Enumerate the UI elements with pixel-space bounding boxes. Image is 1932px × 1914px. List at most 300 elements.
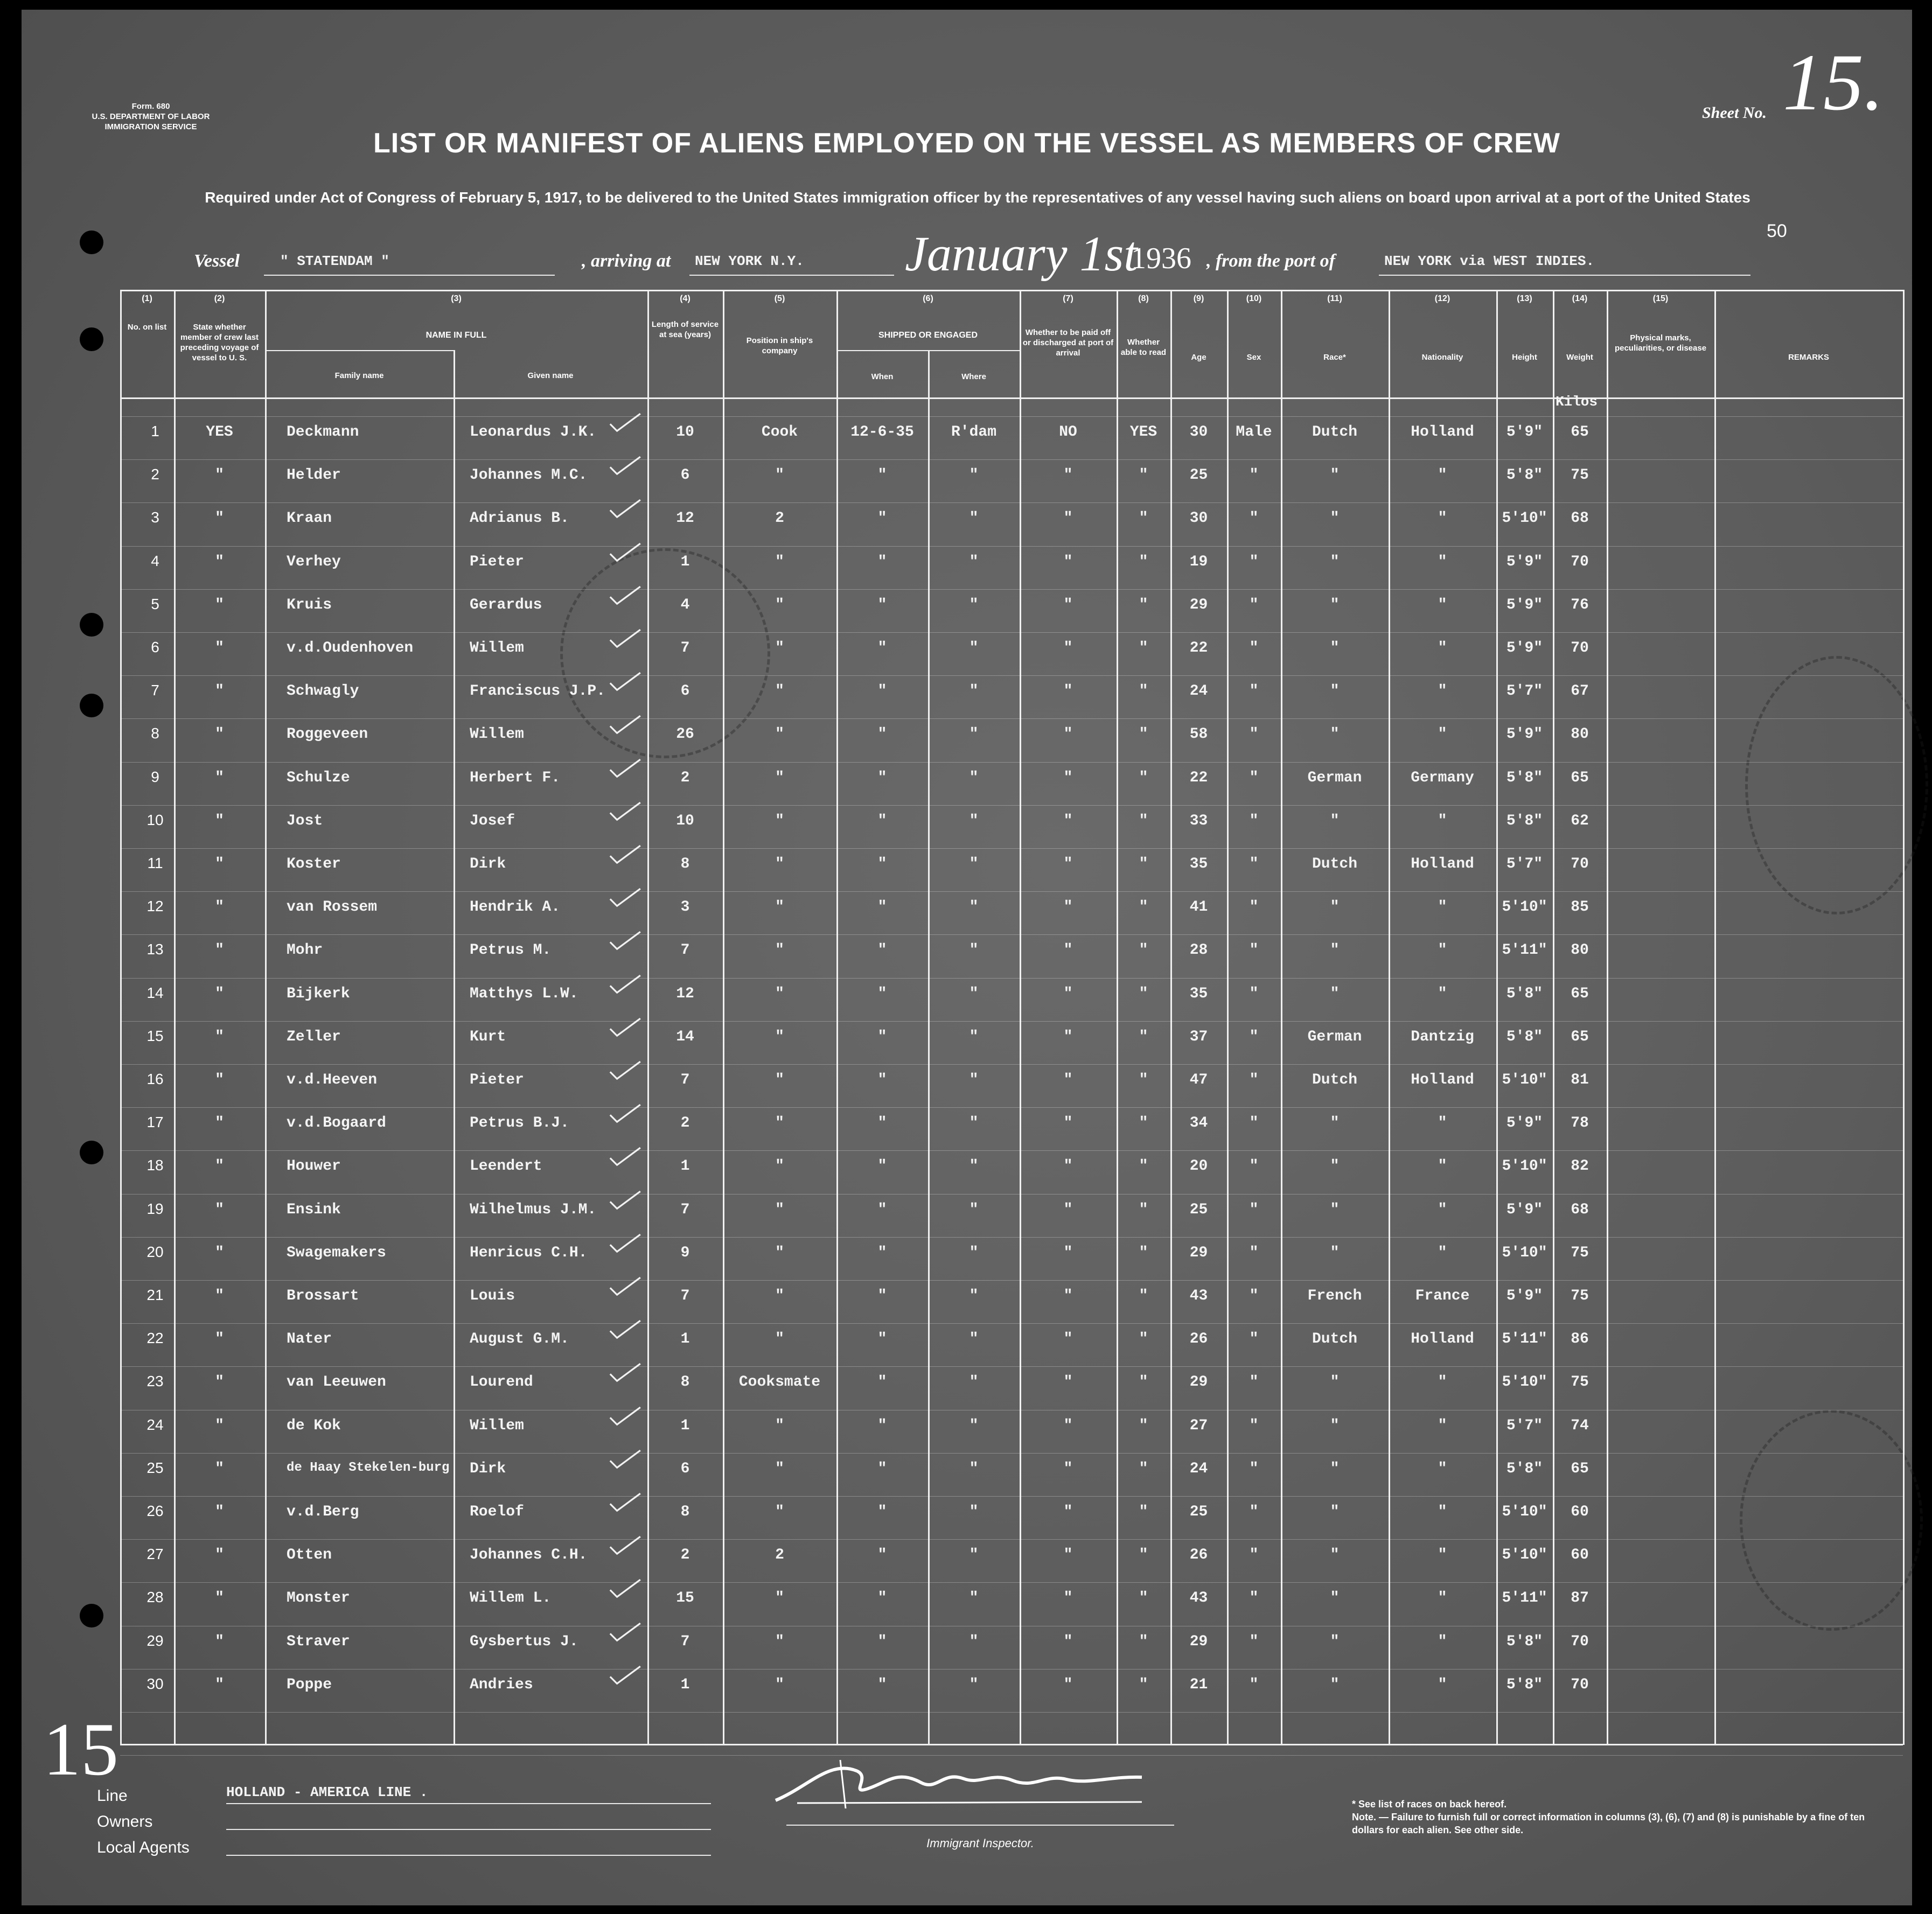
tally-check-icon bbox=[603, 1665, 646, 1686]
row-number: 4 bbox=[151, 552, 159, 569]
row-ruling bbox=[120, 1496, 1903, 1497]
ship-position: Cook bbox=[761, 424, 798, 441]
height: 5'10" bbox=[1502, 1072, 1547, 1088]
paid-off: " bbox=[1063, 856, 1073, 872]
engaged-where: " bbox=[969, 1028, 979, 1045]
nationality: " bbox=[1438, 640, 1447, 656]
page-mark: 50 bbox=[1767, 221, 1787, 241]
tally-check-icon bbox=[603, 1492, 646, 1513]
race: " bbox=[1330, 640, 1340, 656]
ship-position: " bbox=[775, 1590, 784, 1607]
given-name: Hendrik A. bbox=[470, 899, 561, 916]
engaged-where: " bbox=[969, 1547, 979, 1564]
engaged-where: " bbox=[969, 510, 979, 527]
engaged-where: " bbox=[969, 769, 979, 786]
engaged-when: " bbox=[877, 985, 887, 1002]
col-header-member-of-crew: State whether member of crew last preceding voyage of vessel to U. S. bbox=[180, 323, 259, 362]
row-number: 16 bbox=[147, 1071, 164, 1087]
age: 37 bbox=[1189, 1028, 1208, 1045]
family-name: Monster bbox=[287, 1590, 350, 1607]
row-ruling bbox=[120, 502, 1903, 503]
given-name: Adrianus B. bbox=[470, 510, 569, 527]
family-name: Ensink bbox=[287, 1201, 341, 1218]
tally-check-icon bbox=[603, 1190, 646, 1211]
given-name: Gerardus bbox=[470, 596, 542, 613]
col-header-age: Age bbox=[1191, 353, 1206, 362]
height: 5'9" bbox=[1506, 1201, 1543, 1218]
race: " bbox=[1330, 467, 1340, 484]
family-name: Jost bbox=[287, 812, 323, 829]
age: 25 bbox=[1189, 467, 1208, 484]
height: 5'10" bbox=[1502, 1158, 1547, 1175]
paid-off: " bbox=[1063, 1676, 1073, 1693]
engaged-where: " bbox=[969, 899, 979, 916]
member-last-voyage: " bbox=[215, 1288, 224, 1304]
able-to-read: " bbox=[1139, 1590, 1148, 1607]
weight: 78 bbox=[1571, 1115, 1589, 1132]
family-name: v.d.Berg bbox=[287, 1504, 359, 1520]
weight-unit: Kilos bbox=[1556, 394, 1598, 410]
engaged-when: " bbox=[877, 683, 887, 700]
engaged-where: " bbox=[969, 985, 979, 1002]
column-divider bbox=[1496, 290, 1498, 1745]
years-at-sea: 8 bbox=[680, 856, 690, 872]
race: " bbox=[1330, 1158, 1340, 1175]
able-to-read: " bbox=[1139, 1676, 1148, 1693]
race: " bbox=[1330, 985, 1340, 1002]
member-last-voyage: " bbox=[215, 899, 224, 916]
years-at-sea: 10 bbox=[676, 812, 694, 829]
age: 29 bbox=[1189, 596, 1208, 613]
tally-check-icon bbox=[603, 1319, 646, 1340]
engaged-where: " bbox=[969, 1633, 979, 1650]
race: Dutch bbox=[1312, 424, 1357, 441]
tally-check-icon bbox=[603, 1449, 646, 1470]
row-number: 1 bbox=[151, 423, 159, 439]
row-number: 30 bbox=[147, 1675, 164, 1692]
engaged-when: " bbox=[877, 812, 887, 829]
column-divider bbox=[174, 290, 176, 1745]
ship-position: " bbox=[775, 1331, 784, 1348]
family-name: van Rossem bbox=[287, 899, 378, 916]
height: 5'7" bbox=[1506, 856, 1543, 872]
engaged-when: " bbox=[877, 510, 887, 527]
member-last-voyage: " bbox=[215, 769, 224, 786]
ship-position: " bbox=[775, 856, 784, 872]
age: 43 bbox=[1189, 1288, 1208, 1304]
tally-check-icon bbox=[603, 1362, 646, 1384]
weight: 68 bbox=[1571, 510, 1589, 527]
sex: " bbox=[1249, 553, 1259, 570]
engaged-where: " bbox=[969, 1244, 979, 1261]
line-value: HOLLAND - AMERICA LINE . bbox=[226, 1784, 428, 1800]
arrival-date: January 1st bbox=[905, 226, 1138, 281]
column-divider bbox=[836, 290, 838, 1745]
row-ruling bbox=[120, 1150, 1903, 1151]
punch-hole bbox=[80, 327, 103, 351]
engaged-when: " bbox=[877, 899, 887, 916]
years-at-sea: 1 bbox=[680, 553, 690, 570]
able-to-read: " bbox=[1139, 1028, 1148, 1045]
col-num-8: (8) bbox=[1138, 294, 1149, 303]
punch-hole bbox=[80, 230, 103, 254]
engaged-where: " bbox=[969, 726, 979, 743]
tally-check-icon bbox=[603, 801, 646, 822]
engaged-where: " bbox=[969, 1504, 979, 1520]
paid-off: " bbox=[1063, 1201, 1073, 1218]
ship-position: " bbox=[775, 1244, 784, 1261]
member-last-voyage: " bbox=[215, 1633, 224, 1650]
able-to-read: " bbox=[1139, 1417, 1148, 1434]
tally-check-icon bbox=[603, 1406, 646, 1427]
able-to-read: " bbox=[1139, 1547, 1148, 1564]
row-number: 22 bbox=[147, 1330, 164, 1347]
ship-position: " bbox=[775, 683, 784, 700]
column-divider bbox=[1714, 290, 1716, 1745]
weight: 75 bbox=[1571, 1374, 1589, 1391]
ship-position: 2 bbox=[775, 1547, 784, 1564]
age: 25 bbox=[1189, 1504, 1208, 1520]
able-to-read: " bbox=[1139, 467, 1148, 484]
engaged-when: " bbox=[877, 1633, 887, 1650]
owners-underline bbox=[226, 1829, 711, 1830]
given-name: Roelof bbox=[470, 1504, 524, 1520]
able-to-read: " bbox=[1139, 1460, 1148, 1477]
sex: " bbox=[1249, 1115, 1259, 1132]
engaged-where: " bbox=[969, 1417, 979, 1434]
years-at-sea: 1 bbox=[680, 1676, 690, 1693]
age: 29 bbox=[1189, 1244, 1208, 1261]
col-num-10: (10) bbox=[1246, 294, 1262, 303]
engaged-where: " bbox=[969, 1590, 979, 1607]
member-last-voyage: " bbox=[215, 596, 224, 613]
weight: 76 bbox=[1571, 596, 1589, 613]
row-ruling bbox=[120, 1237, 1903, 1238]
height: 5'11" bbox=[1502, 1331, 1547, 1348]
years-at-sea: 4 bbox=[680, 596, 690, 613]
height: 5'8" bbox=[1506, 769, 1543, 786]
height: 5'8" bbox=[1506, 1460, 1543, 1477]
member-last-voyage: " bbox=[215, 1676, 224, 1693]
local-agents-label: Local Agents bbox=[97, 1839, 190, 1856]
ship-position: " bbox=[775, 553, 784, 570]
engaged-where: " bbox=[969, 1460, 979, 1477]
ship-position: " bbox=[775, 1288, 784, 1304]
races-footnote: * See list of races on back hereof. bbox=[1352, 1799, 1507, 1810]
years-at-sea: 14 bbox=[676, 1028, 694, 1045]
family-name: Straver bbox=[287, 1633, 350, 1650]
paid-off: " bbox=[1063, 1288, 1073, 1304]
race: " bbox=[1330, 1633, 1340, 1650]
col-header-sex: Sex bbox=[1246, 353, 1261, 362]
member-last-voyage: " bbox=[215, 553, 224, 570]
col-num-2: (2) bbox=[214, 294, 225, 303]
row-number: 11 bbox=[147, 855, 163, 871]
given-name: Leonardus J.K. bbox=[470, 424, 597, 441]
age: 35 bbox=[1189, 856, 1208, 872]
family-name: Mohr bbox=[287, 942, 323, 959]
row-ruling bbox=[120, 416, 1903, 417]
family-name: Schulze bbox=[287, 769, 350, 786]
column-divider bbox=[1389, 290, 1390, 1745]
race: Dutch bbox=[1312, 1331, 1357, 1348]
age: 29 bbox=[1189, 1633, 1208, 1650]
given-name: Lourend bbox=[470, 1374, 533, 1391]
nationality: " bbox=[1438, 1547, 1447, 1564]
nationality: France bbox=[1415, 1288, 1470, 1304]
family-name: Brossart bbox=[287, 1288, 359, 1304]
nationality: Holland bbox=[1411, 1331, 1474, 1348]
sex: " bbox=[1249, 596, 1259, 613]
race: " bbox=[1330, 596, 1340, 613]
col-header-when: When bbox=[871, 372, 894, 381]
member-last-voyage: " bbox=[215, 1547, 224, 1564]
port-underline bbox=[689, 275, 894, 276]
member-last-voyage: " bbox=[215, 1417, 224, 1434]
engaged-where: " bbox=[969, 1201, 979, 1218]
weight: 70 bbox=[1571, 1633, 1589, 1650]
years-at-sea: 8 bbox=[680, 1374, 690, 1391]
age: 29 bbox=[1189, 1374, 1208, 1391]
height: 5'11" bbox=[1502, 1590, 1547, 1607]
row-ruling bbox=[120, 1021, 1903, 1022]
weight: 70 bbox=[1571, 1676, 1589, 1693]
engaged-when: " bbox=[877, 1288, 887, 1304]
sex: " bbox=[1249, 1547, 1259, 1564]
height: 5'10" bbox=[1502, 510, 1547, 527]
family-name: v.d.Bogaard bbox=[287, 1115, 386, 1132]
sex: " bbox=[1249, 1028, 1259, 1045]
race: " bbox=[1330, 510, 1340, 527]
row-number: 21 bbox=[147, 1287, 164, 1303]
paid-off: " bbox=[1063, 769, 1073, 786]
nationality: " bbox=[1438, 812, 1447, 829]
footnotes bbox=[1352, 1798, 1891, 1836]
row-number: 24 bbox=[147, 1416, 164, 1433]
arriving-label: , arriving at bbox=[582, 251, 671, 271]
height: 5'9" bbox=[1506, 640, 1543, 656]
engaged-when: " bbox=[877, 1676, 887, 1693]
penalty-note: Note. — Failure to furnish full or correct information in columns (3), (6), (7) and (8) is punishable by a fine of ten dollars for each alien. See other side. bbox=[1352, 1812, 1865, 1835]
tally-check-icon bbox=[603, 542, 646, 563]
row-ruling bbox=[120, 459, 1903, 460]
row-ruling bbox=[120, 1107, 1903, 1108]
handwritten-sheet-number: 15 bbox=[43, 1708, 118, 1791]
tally-check-icon bbox=[603, 1622, 646, 1643]
family-name: Otten bbox=[287, 1547, 332, 1564]
sex: " bbox=[1249, 683, 1259, 700]
row-number: 10 bbox=[147, 811, 164, 828]
col-header-family-name: Family name bbox=[334, 371, 384, 380]
column-divider bbox=[265, 290, 267, 1745]
weight: 67 bbox=[1571, 683, 1589, 700]
given-name: Petrus M. bbox=[470, 942, 552, 959]
race: " bbox=[1330, 1244, 1340, 1261]
years-at-sea: 9 bbox=[680, 1244, 690, 1261]
given-name: Andries bbox=[470, 1676, 533, 1693]
row-number: 23 bbox=[147, 1373, 164, 1390]
engaged-when: " bbox=[877, 1072, 887, 1088]
member-last-voyage: " bbox=[215, 856, 224, 872]
given-name: Kurt bbox=[470, 1028, 506, 1045]
paid-off: " bbox=[1063, 726, 1073, 743]
nationality: " bbox=[1438, 942, 1447, 959]
row-ruling bbox=[120, 848, 1903, 849]
row-number: 17 bbox=[147, 1114, 164, 1131]
paid-off: " bbox=[1063, 467, 1073, 484]
able-to-read: " bbox=[1139, 1072, 1148, 1088]
col-num-11: (11) bbox=[1327, 294, 1342, 303]
member-last-voyage: " bbox=[215, 726, 224, 743]
sex: " bbox=[1249, 812, 1259, 829]
years-at-sea: 6 bbox=[680, 1460, 690, 1477]
engaged-when: " bbox=[877, 596, 887, 613]
member-last-voyage: " bbox=[215, 1201, 224, 1218]
paid-off: " bbox=[1063, 1115, 1073, 1132]
paid-off: " bbox=[1063, 1460, 1073, 1477]
weight: 85 bbox=[1571, 899, 1589, 916]
column-divider bbox=[1170, 290, 1172, 1745]
column-divider bbox=[1227, 290, 1229, 1745]
engaged-when: " bbox=[877, 553, 887, 570]
age: 34 bbox=[1189, 1115, 1208, 1132]
able-to-read: " bbox=[1139, 985, 1148, 1002]
nationality: " bbox=[1438, 683, 1447, 700]
engaged-when: " bbox=[877, 769, 887, 786]
weight: 70 bbox=[1571, 553, 1589, 570]
vessel-name: " STATENDAM " bbox=[280, 253, 389, 269]
member-last-voyage: " bbox=[215, 1460, 224, 1477]
given-name: Gysbertus J. bbox=[470, 1633, 578, 1650]
ship-position: Cooksmate bbox=[738, 1374, 821, 1391]
engaged-when: " bbox=[877, 1547, 887, 1564]
engaged-when: " bbox=[877, 1417, 887, 1434]
row-number: 14 bbox=[147, 984, 164, 1001]
row-number: 28 bbox=[147, 1589, 164, 1606]
tally-check-icon bbox=[603, 758, 646, 779]
race: " bbox=[1330, 683, 1340, 700]
nationality: " bbox=[1438, 1460, 1447, 1477]
able-to-read: " bbox=[1139, 899, 1148, 916]
years-at-sea: 10 bbox=[676, 424, 694, 441]
row-ruling bbox=[120, 805, 1903, 806]
weight: 75 bbox=[1571, 1288, 1589, 1304]
engaged-when: " bbox=[877, 1460, 887, 1477]
column-divider bbox=[1607, 290, 1608, 1745]
weight: 81 bbox=[1571, 1072, 1589, 1088]
able-to-read: " bbox=[1139, 1244, 1148, 1261]
weight: 74 bbox=[1571, 1417, 1589, 1434]
years-at-sea: 7 bbox=[680, 1633, 690, 1650]
weight: 70 bbox=[1571, 856, 1589, 872]
given-name: Franciscus J.P. bbox=[470, 683, 606, 700]
row-ruling bbox=[120, 546, 1903, 547]
weight: 62 bbox=[1571, 812, 1589, 829]
paid-off: NO bbox=[1059, 424, 1077, 441]
ship-position: " bbox=[775, 596, 784, 613]
weight: 65 bbox=[1571, 985, 1589, 1002]
tally-check-icon bbox=[603, 628, 646, 649]
ship-position: " bbox=[775, 640, 784, 656]
tally-check-icon bbox=[603, 1276, 646, 1297]
ship-position: " bbox=[775, 1417, 784, 1434]
member-last-voyage: " bbox=[215, 985, 224, 1002]
ship-position: " bbox=[775, 899, 784, 916]
height: 5'11" bbox=[1502, 942, 1547, 959]
given-name: Louis bbox=[470, 1288, 515, 1304]
height: 5'9" bbox=[1506, 596, 1543, 613]
member-last-voyage: " bbox=[215, 1158, 224, 1175]
given-name: Willem L. bbox=[470, 1590, 552, 1607]
sex: " bbox=[1249, 1417, 1259, 1434]
family-name: Bijkerk bbox=[287, 985, 350, 1002]
nationality: " bbox=[1438, 1590, 1447, 1607]
height: 5'10" bbox=[1502, 1374, 1547, 1391]
col-header-nationality: Nationality bbox=[1421, 353, 1463, 362]
age: 25 bbox=[1189, 1201, 1208, 1218]
department-name: U.S. DEPARTMENT OF LABOR bbox=[92, 112, 210, 121]
col-header-shipped-or-engaged: SHIPPED OR ENGAGED bbox=[878, 331, 978, 340]
sex: Male bbox=[1236, 424, 1272, 441]
member-last-voyage: " bbox=[215, 812, 224, 829]
given-name: Willem bbox=[470, 726, 524, 743]
row-ruling bbox=[120, 718, 1903, 719]
tally-check-icon bbox=[603, 844, 646, 865]
race: German bbox=[1307, 1028, 1362, 1045]
sex: " bbox=[1249, 640, 1259, 656]
paid-off: " bbox=[1063, 1028, 1073, 1045]
age: 24 bbox=[1189, 1460, 1208, 1477]
arrival-year: 1936 bbox=[1131, 242, 1191, 275]
row-ruling bbox=[120, 1366, 1903, 1367]
given-name: Wilhelmus J.M. bbox=[470, 1201, 597, 1218]
column-divider bbox=[723, 290, 724, 1745]
age: 26 bbox=[1189, 1331, 1208, 1348]
column-divider bbox=[1117, 290, 1118, 1745]
row-ruling bbox=[120, 1064, 1903, 1065]
paid-off: " bbox=[1063, 640, 1073, 656]
col-header-name-in-full: NAME IN FULL bbox=[426, 331, 487, 340]
family-name: van Leeuwen bbox=[287, 1374, 386, 1391]
row-ruling bbox=[120, 1539, 1903, 1540]
ship-position: " bbox=[775, 1028, 784, 1045]
height: 5'8" bbox=[1506, 1633, 1543, 1650]
height: 5'10" bbox=[1502, 1547, 1547, 1564]
weight: 70 bbox=[1571, 640, 1589, 656]
nationality: " bbox=[1438, 510, 1447, 527]
member-last-voyage: " bbox=[215, 1374, 224, 1391]
weight: 75 bbox=[1571, 467, 1589, 484]
col-header-position: Position in ship's company bbox=[746, 336, 813, 355]
tally-check-icon bbox=[603, 1578, 646, 1599]
height: 5'9" bbox=[1506, 553, 1543, 570]
given-name: Petrus B.J. bbox=[470, 1115, 569, 1132]
paid-off: " bbox=[1063, 985, 1073, 1002]
member-last-voyage: " bbox=[215, 1244, 224, 1261]
age: 58 bbox=[1189, 726, 1208, 743]
race: " bbox=[1330, 1547, 1340, 1564]
member-last-voyage: " bbox=[215, 1028, 224, 1045]
race: " bbox=[1330, 942, 1340, 959]
faint-stamp bbox=[1740, 1410, 1923, 1631]
col-header-height: Height bbox=[1512, 353, 1537, 362]
shipped-subheader-line bbox=[836, 350, 1020, 351]
sex: " bbox=[1249, 1244, 1259, 1261]
height: 5'10" bbox=[1502, 1504, 1547, 1520]
height: 5'10" bbox=[1502, 1244, 1547, 1261]
col-header-remarks: REMARKS bbox=[1788, 353, 1829, 362]
sex: " bbox=[1249, 1158, 1259, 1175]
